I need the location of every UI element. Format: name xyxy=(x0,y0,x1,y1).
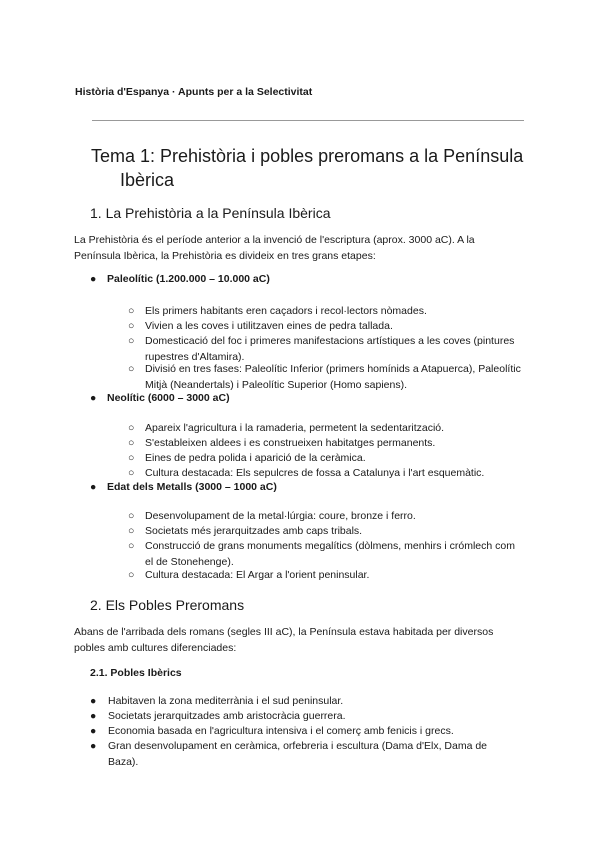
stage-neolitic xyxy=(90,391,390,407)
list-item: ○ Societats més jerarquitzades amb caps tribals. xyxy=(128,524,528,540)
section-intro-prehistoria: La Prehistòria és el període anterior a la invenció de l'escriptura (aprox. 3000 aC). A la Península Ibèrica, la Prehistòria es divideix en tres grans etapes: xyxy=(74,234,475,262)
list-item: ○ Cultura destacada: Els sepulcres de fossa a Catalunya i l'art esquemàtic. xyxy=(128,466,528,482)
circle-bullet-icon: ○ xyxy=(128,525,135,537)
section-intro-pobles-preromans: Abans de l'arribada dels romans (segles III aC), la Península estava habitada per diversos pobles amb cultures diferenciades: xyxy=(74,626,494,654)
circle-bullet-icon: ○ xyxy=(128,320,135,332)
stage-label: Paleolític (1.200.000 – 10.000 aC) xyxy=(107,273,270,285)
section-heading-prehistoria: 1. La Prehistòria a la Península Ibèrica xyxy=(90,205,331,221)
list-item: ○ Els primers habitants eren caçadors i recol·lectors nòmades. xyxy=(128,304,528,320)
circle-bullet-icon: ○ xyxy=(128,437,135,449)
subsection-heading-pobles-iberics: 2.1. Pobles Ibèrics xyxy=(90,667,182,679)
circle-bullet-icon: ○ xyxy=(128,335,135,347)
list-item: ● Societats jerarquitzades amb aristocràcia guerrera. xyxy=(90,709,520,725)
list-item: ● Economia basada en l'agricultura intensiva i el comerç amb fenicis i grecs. xyxy=(90,724,520,740)
circle-bullet-icon: ○ xyxy=(128,422,135,434)
bullet-dot-icon: ● xyxy=(90,710,97,722)
list-item: ● Gran desenvolupament en ceràmica, orfebreria i escultura (Dama d'Elx, Dama de Baza). xyxy=(90,740,488,768)
list-item: ○ Apareix l'agricultura i la ramaderia, permetent la sedentarització. xyxy=(128,421,528,437)
circle-bullet-icon: ○ xyxy=(128,569,135,581)
circle-bullet-icon: ○ xyxy=(128,467,135,479)
stage-label: Edat dels Metalls (3000 – 1000 aC) xyxy=(107,481,277,493)
bullet-dot-icon: ● xyxy=(90,481,97,493)
bullet-dot-icon: ● xyxy=(90,725,97,737)
list-item: ○ Desenvolupament de la metal·lúrgia: coure, bronze i ferro. xyxy=(128,509,528,525)
circle-bullet-icon: ○ xyxy=(128,510,135,522)
circle-bullet-icon: ○ xyxy=(128,452,135,464)
bullet-dot-icon: ● xyxy=(90,695,97,707)
list-item: ○ Eines de pedra polida i aparició de la ceràmica. xyxy=(128,451,528,467)
page-title: Tema 1: Prehistòria i pobles preromans a la Península Ibèrica xyxy=(91,146,524,190)
bullet-dot-icon: ● xyxy=(90,273,97,285)
stage-paleolitic xyxy=(90,272,390,288)
page-header: Història d'Espanya · Apunts per a la Selectivitat xyxy=(75,86,313,98)
list-item: ○ Divisió en tres fases: Paleolític Inferior (primers homínids a Atapuerca), Paleolític Mitjà (Neandertals) i Paleolític Superior (Homo sapiens). xyxy=(128,363,521,391)
list-item: ○ Construcció de grans monuments megalítics (dòlmens, menhirs i crómlech com el de Stonehenge). xyxy=(128,540,515,568)
list-item: ○ Domesticació del foc i primeres manifestacions artístiques a les coves (pintures rupestres d'Altamira). xyxy=(128,335,515,363)
list-item: ○ Cultura destacada: El Argar a l'orient peninsular. xyxy=(128,568,528,584)
bullet-dot-icon: ● xyxy=(90,740,97,752)
circle-bullet-icon: ○ xyxy=(128,305,135,317)
horizontal-rule xyxy=(92,120,524,121)
stage-label: Neolític (6000 – 3000 aC) xyxy=(107,392,230,404)
section-heading-pobles-preromans: 2. Els Pobles Preromans xyxy=(90,597,245,613)
circle-bullet-icon: ○ xyxy=(128,363,135,375)
list-item: ○ S'estableixen aldees i es construeixen habitatges permanents. xyxy=(128,436,528,452)
circle-bullet-icon: ○ xyxy=(128,540,135,552)
bullet-dot-icon: ● xyxy=(90,392,97,404)
list-item: ● Habitaven la zona mediterrània i el sud peninsular. xyxy=(90,694,520,710)
stage-edat-metalls xyxy=(90,480,390,496)
list-item: ○ Vivien a les coves i utilitzaven eines de pedra tallada. xyxy=(128,319,528,335)
